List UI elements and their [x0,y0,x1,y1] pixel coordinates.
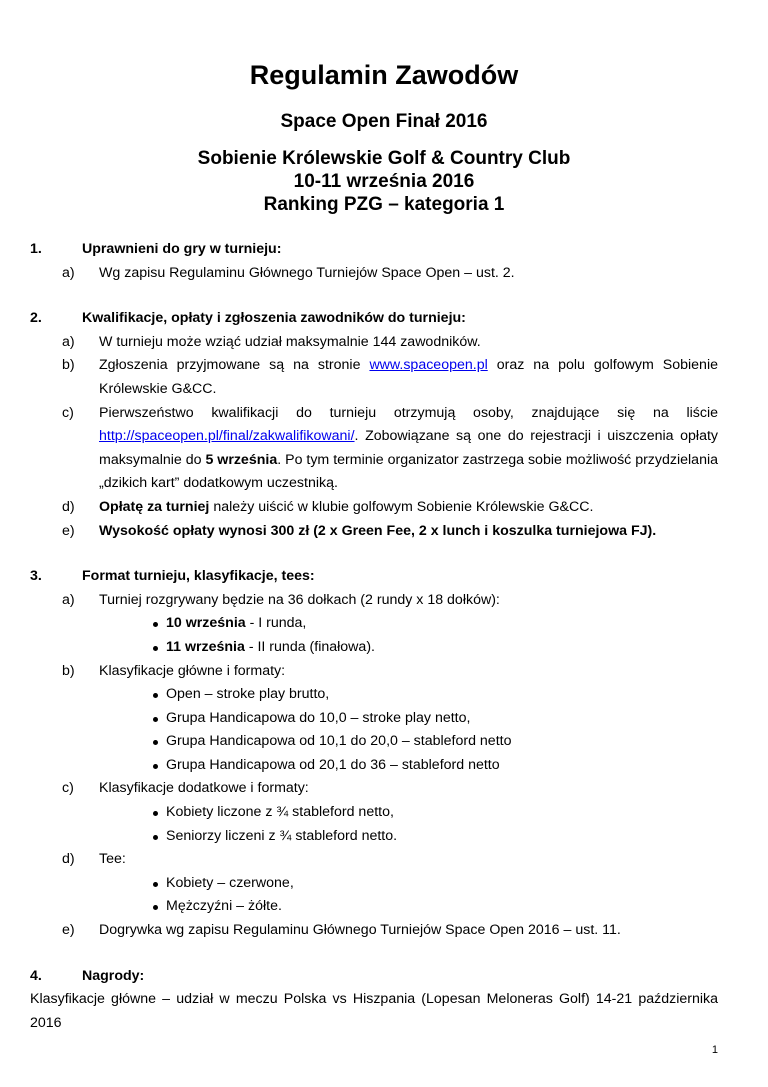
item-label: e) [62,922,75,939]
bullet-item: Grupa Handicapowa od 10,1 do 20,0 – stableford netto [153,730,718,754]
item-text [99,496,718,520]
bold-text: 11 września [166,638,245,655]
section-1 [0,238,768,285]
bullet-item: Grupa Handicapowa do 10,0 – stroke play netto, [153,707,718,731]
text: . Po tym terminie organizator zastrzega sobie możliwość przydzielania „dzikich kart” dodatkowym uczestniką. [99,451,719,492]
event-name: Space Open Finał 2016 [280,111,488,132]
prizes-text: Klasyfikacje główne – udział w meczu Polska vs Hiszpania (Lopesan Meloneras Golf) 14-21 października 2016 [30,991,718,1031]
bold-text: Opłatę za turniej [99,498,210,515]
bullet-item [153,636,718,660]
text: - II runda (finałowa). [244,638,375,655]
item-text: Turniej rozgrywany będzie na 36 dołkach (2 rundy x 18 dołków): [99,591,500,608]
item-text: Klasyfikacje dodatkowe i formaty: [99,780,309,797]
text: oraz na polu golfowym Sobienie Królewskie G&CC. [99,357,718,397]
item-label: c) [62,780,74,797]
item-label: a) [62,264,75,281]
spaceopen-link[interactable]: www.spaceopen.pl [369,357,488,374]
section-4 [0,965,768,1036]
item-text: Dogrywka wg zapisu Regulaminu Głównego Turniejów Space Open 2016 – ust. 11. [99,922,621,939]
section-heading: Uprawnieni do gry w turnieju: [82,241,282,257]
item-label: a) [62,333,75,350]
item-label: a) [62,591,75,608]
bullet-item: Kobiety – czerwone, [153,872,718,896]
item-text: Klasyfikacje główne i formaty: [99,662,286,679]
section-number: 3. [30,568,42,585]
item-label: b) [62,662,75,679]
document-title: Regulamin Zawodów [249,60,519,90]
item-label: e) [62,522,75,539]
venue: Sobienie Królewskie Golf & Country Club [197,148,571,169]
item-label: b) [62,357,75,374]
section-number: 2. [30,310,42,327]
deadline: 5 września [205,451,278,468]
fee-text: Wysokość opłaty wynosi 300 zł (2 x Green Fee, 2 x lunch i koszulka turniejowa FJ). [99,522,657,539]
section-number: 1. [30,241,42,257]
item-label: c) [62,404,74,421]
bullet-item: Seniorzy liczeni z ¾ stableford netto. [153,825,718,849]
bullet-item: Open – stroke play brutto, [153,683,718,707]
bullet-item: Grupa Handicapowa od 20,1 do 36 – stableford netto [153,754,718,778]
ranking: Ranking PZG – kategoria 1 [263,194,505,215]
section-heading: Kwalifikacje, opłaty i zgłoszenia zawodników do turnieju: [82,310,466,327]
bullet-item: Mężczyźni – żółte. [153,895,718,919]
text: - I runda, [245,615,307,632]
item-text [99,402,718,496]
text: Zgłoszenia przyjmowane są na stronie [99,357,370,374]
item-text: W turnieju może wziąć udział maksymalnie 144 zawodników. [99,333,481,350]
bold-text: 10 września [166,615,246,632]
item-text [99,354,718,401]
section-3 [0,565,768,943]
item-text: Tee: [99,851,126,868]
text: należy uiścić w klubie golfowym Sobienie Królewskie G&CC. [209,498,594,515]
item-text [99,520,718,544]
text: Pierwszeństwo kwalifikacji do turnieju otrzymują osoby, znajdujące się na liście [99,404,718,421]
text: . Zobowiązane są one do rejestracji i uiszczenia opłaty maksymalnie do [99,428,718,468]
section-number: 4. [30,967,42,984]
section-2 [0,307,768,543]
bullet-item [153,612,718,636]
page-number: 1 [711,1044,718,1057]
dates: 10-11 września 2016 [293,171,475,192]
item-text: Wg zapisu Regulaminu Głównego Turniejów Space Open – ust. 2. [99,264,515,281]
bullet-item: Kobiety liczone z ¾ stableford netto, [153,801,718,825]
qualified-list-link[interactable]: http://spaceopen.pl/final/zakwalifikowani/ [99,428,355,445]
section-heading: Nagrody: [82,967,145,984]
section-heading: Format turnieju, klasyfikacje, tees: [82,568,315,585]
item-label: d) [62,498,75,515]
item-label: d) [62,851,75,868]
